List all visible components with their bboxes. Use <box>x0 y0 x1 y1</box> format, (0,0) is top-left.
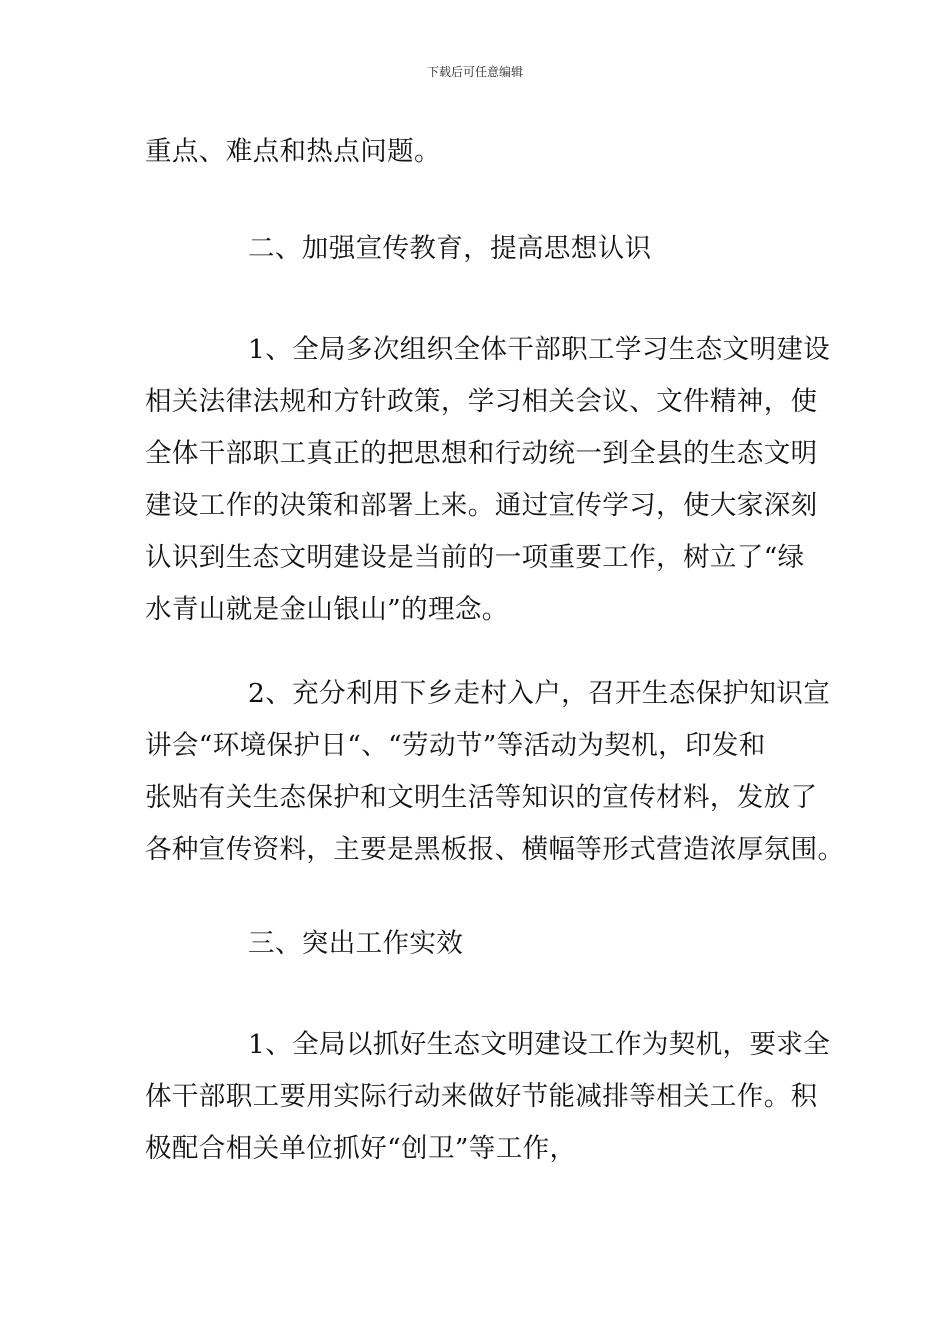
section-heading-3 <box>145 918 810 970</box>
paragraph-line: 各种宣传资料，主要是黑板报、横幅等形式营造浓厚氛围。 <box>145 834 845 865</box>
paragraph-line: 2、充分利用下乡走村入户，召开生态保护知识宣 <box>248 678 831 709</box>
section3-item1-paragraph <box>145 1019 831 1175</box>
paragraph-line: 张贴有关生态保护和文明生活等知识的宣传材料，发放了 <box>145 782 818 813</box>
paragraph-line: 重点、难点和热点问题。 <box>145 136 441 167</box>
section-heading-text: 三、突出工作实效 <box>248 928 464 959</box>
paragraph-line: 体干部职工要用实际行动来做好节能减排等相关工作。积 <box>145 1081 818 1112</box>
paragraph-line: 讲会“环境保护日“、“劳动节”等活动为契机，印发和 <box>145 730 766 761</box>
paragraph-line: 1、全局多次组织全体干部职工学习生态文明建设 <box>248 334 831 365</box>
section-heading-text: 二、加强宣传教育，提高思想认识 <box>248 233 652 264</box>
paragraph-line: 极配合相关单位抓好“创卫”等工作， <box>145 1133 577 1164</box>
paragraph-line: 相关法律法规和方针政策，学习相关会议、文件精神，使 <box>145 386 818 417</box>
paragraph-line: 水青山就是金山银山”的理念。 <box>145 594 509 625</box>
continuation-paragraph <box>145 126 810 178</box>
page-header: 下载后可任意编辑 <box>426 65 523 79</box>
section2-item2-paragraph <box>145 668 845 876</box>
paragraph-line: 全体干部职工真正的把思想和行动统一到全县的生态文明 <box>145 438 818 469</box>
paragraph-line: 建设工作的决策和部署上来。通过宣传学习，使大家深刻 <box>145 490 818 521</box>
paragraph-line: 1、全局以抓好生态文明建设工作为契机，要求全 <box>248 1029 831 1060</box>
paragraph-line: 认识到生态文明建设是当前的一项重要工作，树立了“绿 <box>145 542 805 573</box>
section2-item1-paragraph <box>145 324 831 636</box>
section-heading-2 <box>145 223 810 275</box>
